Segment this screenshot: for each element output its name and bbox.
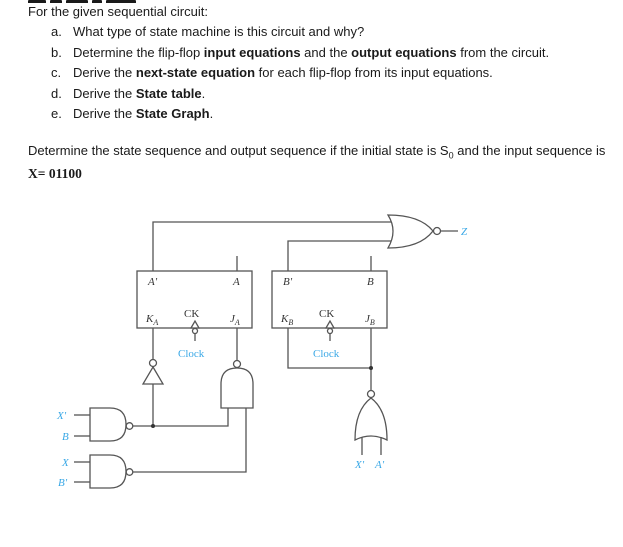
wire-nand1-out <box>131 408 228 426</box>
emphasized-term: output equations <box>351 44 457 60</box>
emphasized-term: State table <box>135 85 202 101</box>
question-letter: a. <box>51 24 62 39</box>
emphasized-term: next-state equation <box>135 65 256 80</box>
ff-b-j-label: $J_B$ <box>365 313 375 327</box>
ff-b-clock-label: Clock <box>313 348 340 360</box>
prompt-text-2: and the input sequence is <box>453 143 606 158</box>
nor-b-bubble <box>368 391 375 398</box>
input-sequence: X= 01100 <box>28 165 82 181</box>
ff-a-clock-label: Clock <box>178 348 205 360</box>
question-fragment: Derive the <box>73 106 136 121</box>
nor-input-x-bar: X' <box>355 459 365 471</box>
nor-output-bubble <box>434 228 441 235</box>
question-fragment: from the circuit. <box>456 44 550 60</box>
nand2-input-x: X <box>62 457 69 469</box>
output-nor-gate <box>388 215 433 248</box>
emphasized-term: input equations <box>203 44 301 60</box>
question-fragment: and the <box>300 44 352 60</box>
question-fragment: Derive the <box>73 85 136 101</box>
question-fragment: . <box>209 106 214 121</box>
state-subscript: 0 <box>448 150 454 161</box>
ff-b-k-label: $K_B$ <box>281 313 294 327</box>
ff-a-qbar-label: A' <box>148 276 158 288</box>
ff-b-qbar-label: B' <box>283 276 293 288</box>
ff-a-ck-label: CK <box>184 308 200 320</box>
ff-b-ck-label: CK <box>319 308 335 320</box>
question-letter: c. <box>51 65 62 80</box>
nor-input-a-bar: A' <box>375 459 385 471</box>
input-nor-gate-b <box>355 398 387 440</box>
nand-gate-1 <box>90 408 126 441</box>
ff-a-j-label: $J_A$ <box>230 313 240 327</box>
prompt-text-1: Determine the state sequence and output sequence if the initial state is S <box>28 143 449 158</box>
question-letter: b. <box>51 44 62 60</box>
ff-b-clock-bubble <box>328 329 333 334</box>
nand1-input-x-bar: X' <box>57 410 67 422</box>
ff-b-q-label: B <box>367 276 374 288</box>
nand1-bubble <box>126 423 133 430</box>
question-fragment: What type of state machine is this circuit and why? <box>73 24 365 39</box>
inverter-bubble <box>150 360 157 367</box>
ff-a-k-label: $K_A$ <box>146 313 159 327</box>
nand-gate-ja <box>221 368 253 408</box>
question-letter: d. <box>51 85 62 101</box>
inverter-gate <box>143 367 163 384</box>
nand-ja-bubble <box>234 361 241 368</box>
question-letter: e. <box>51 106 62 121</box>
nand-gate-2 <box>90 455 126 488</box>
wire-a-bar-to-nor <box>153 222 392 271</box>
ff-a-q-label: A <box>233 276 240 288</box>
output-label-z: Z <box>461 226 468 238</box>
ff-a-clock-bubble <box>193 329 198 334</box>
wire-nand2-out <box>131 408 246 472</box>
junction-kb-jb <box>369 366 373 370</box>
junction-nand1 <box>151 424 155 428</box>
problem-intro: For the given sequential circuit: <box>28 4 208 19</box>
wire-b-bar-to-nor <box>288 241 392 271</box>
nand2-bubble <box>126 469 133 476</box>
nand2-input-b-bar: B' <box>58 477 68 489</box>
question-fragment: . <box>201 85 206 101</box>
nand1-input-b: B <box>62 431 69 443</box>
question-fragment: for each flip-flop from its input equations. <box>255 65 493 80</box>
question-fragment: Determine the flip-flop <box>73 44 204 60</box>
emphasized-term: State Graph <box>135 106 210 121</box>
question-fragment: Derive the <box>73 65 136 80</box>
